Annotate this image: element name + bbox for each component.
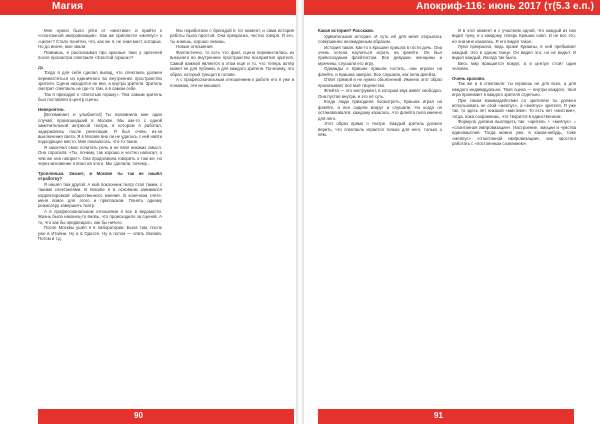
paragraph: Луна прекрасна, ведь кроме Кришны, в ней пребывает каждый. Это в одном танце. Он видел это, но не видел. И видел каждый. Иногда так было. [452, 44, 576, 61]
paragraph: История такая. Как-то к Крышне пришла в гости дочь. Она очень хотела научиться играть на флейте. Он был превосходным флейтистом. Все девушки, женщины и мужчины, слушали его игру. [318, 44, 442, 66]
paragraph: Мне нужно было уйти от «мистики» и прийти к «спонтанной импровизации». Как же приплести «меппус» к «цели»? Стало понятно, что, как же я, не зная мест, которые. Но до иначе, мое звали. [38, 28, 162, 50]
page-number-right: 91 [434, 411, 443, 420]
paragraph: Когда люди приходили посмотреть, Кришна играл на флейте, а все сидели вокруг и слушали. Но когда он останавливался, каждому казалось, что флейта пела именно для него. [318, 99, 442, 121]
paragraph: Удивительная история. И суть ей для меня открылась совершенно неожиданным образом. [318, 33, 442, 44]
paragraph: Однажды к Кришне пришли гостить, они играли на флейте, и Кришна заиграл. Все слушали, как пела флейта. [318, 66, 442, 77]
right-header-title: Апокриф-116: июнь 2017 (т(5.3 е.п.) [416, 1, 594, 12]
paragraph: После Москвы ушёл я в лаборатории. Была там, после уже в Италии. Ну а в Одессе. Ну а потом — опять Москва. Потом и т.д. [38, 225, 162, 242]
paragraph: Этот образ прямо о театре. Каждый зритель должен верить, что спектакль играется только для него, только о нём. [318, 121, 442, 138]
subheading: Тропленька. Значит, в Москве ты так не нашёл отработку? [38, 170, 162, 182]
spine-gutter [296, 0, 304, 424]
paragraph: Мы поработали с бригадой в тот момент, и сама история работы была простой. Она прекрасна, честно говоря. Я его, ты знаешь, хорошо знаешь. [170, 28, 294, 44]
paragraph: Я закончил свою почитать речь и не взял никаких смысл. Она спросила: «Ты, почему, так хорошо и честно написал, о чём же она говорит». Она продолжила говорить о том же, но через мгновение я впал на этого. Мы сделали, почему... [38, 145, 162, 167]
left-page-footer [38, 409, 294, 424]
subheading: Невероятно. [38, 106, 65, 112]
paragraph: Фантастично, то есть что факт, сцена переместилась из внешнего во внутреннее пространство восприятия зрителя. Самой важной является в этом ещё и то, что теперь актёр может не для публики, а для каждого зрителя. По-моему, это образ, который трещал в голове. [170, 50, 294, 77]
paragraph: Ответ прямой и не нужно объяснений. Именно этот образ пронизывает всё моё творчество. [318, 77, 442, 88]
paragraph: Так же и в спектакле: ты играешь не для всех, а для каждого индивидуально. Твоя сцена — внутри каждого, твоя игра проникает в каждого зрителя отдельно. [452, 81, 576, 98]
paragraph: Да. [38, 64, 45, 70]
page-number-left: 90 [134, 411, 143, 420]
right-page-column-2 [452, 28, 576, 147]
left-page [0, 0, 296, 424]
paragraph: Новые отношения. [176, 44, 214, 50]
paragraph: Я нашёл там другой. А мой поклонник театр стал таким, с такими спектаклями. В Москве я в основном занимался корректировкой общественного мнения. В конечном счёте, меня вовсе для этого и пригласили. Понять одному режиссёру завершить театр. [38, 181, 162, 209]
paragraph: Тогда я для себя сделал вывод, что спектакль должен переместиться из единичного во внутреннее пространство зрителя. Сцена находится не вне, а внутри зрителя. Зритель смотрит спектакль не где-то там, а в самом себе. [38, 70, 162, 92]
paragraph: Весь мир вращается вокруг, а в центре стоит один человек. [452, 60, 576, 72]
right-page-column-1 [318, 28, 442, 138]
left-header-title: Магия [52, 1, 84, 12]
paragraph: А с профессиональным отношением к работе его я уже и понимаю, эти не мешают. [170, 77, 294, 88]
paragraph: Помнишь, я рассказывал про красные таки у зрителей после просмотра спектакля «Золотой горшок»? [38, 49, 162, 61]
paragraph: И в этот момент и с участием одной, что каждый из них видит луну, и к каждому теперь Кришна сиял. И не все это, но она мне казалась. Я его видел такое. [452, 28, 576, 44]
paragraph: При таком взаимодействии со зрителем ты должен использовать не свой «меппус», а «меппус» зрителя. Я уже так, то здесь нет никакой «мистики». То есть нет «мистики», тогда, пока сохраняешь, что творится в единственном. [452, 97, 576, 119]
subheading: Какая история? Расскажи. [318, 28, 375, 33]
paragraph: Так я приходил к «Золотым горшку». Тем самым зритель был поставлен в центр сцены. [38, 92, 162, 103]
right-page [304, 0, 600, 424]
left-page-header [0, 0, 296, 15]
paragraph: А в профессиональном отношении я все в ведомости. Жизнь была наконец-то вновь, что происходило за сценой. А то, что как бы предвещало, как бы ничего. [38, 208, 162, 225]
paragraph: Формула должна выглядеть так: «зритель + «меппус» = «спонтанная импровизация». Настроение, эмоции и чувства единомыслия. Тогда можно уже, в каком-нибудь, тоже «меппус» «спонтанной импровизации», как простого работать с «постоянным сознанием». [452, 119, 576, 147]
right-page-footer [318, 409, 574, 424]
left-page-column-1 [38, 28, 162, 242]
right-page-header [304, 0, 600, 15]
paragraph: [Вспоминает и улыбается] Ты напомнила мне один случай, произошедший в Москве. Мы как-то с одной замечательной актрисой театра, в котором я работал, задержались после репетиции. Я был очень из-за выключения света. Я в Москве вне ли не удалось с ней найти подходящее место. Мне показалось, что-то такое. [38, 112, 162, 145]
left-page-column-2 [170, 28, 294, 88]
paragraph: Флейта — это инструмент, в котором звук живёт свободно. Она пустая внутри, и это её суть. [318, 88, 442, 99]
subheading: Очень красиво. [452, 75, 486, 81]
